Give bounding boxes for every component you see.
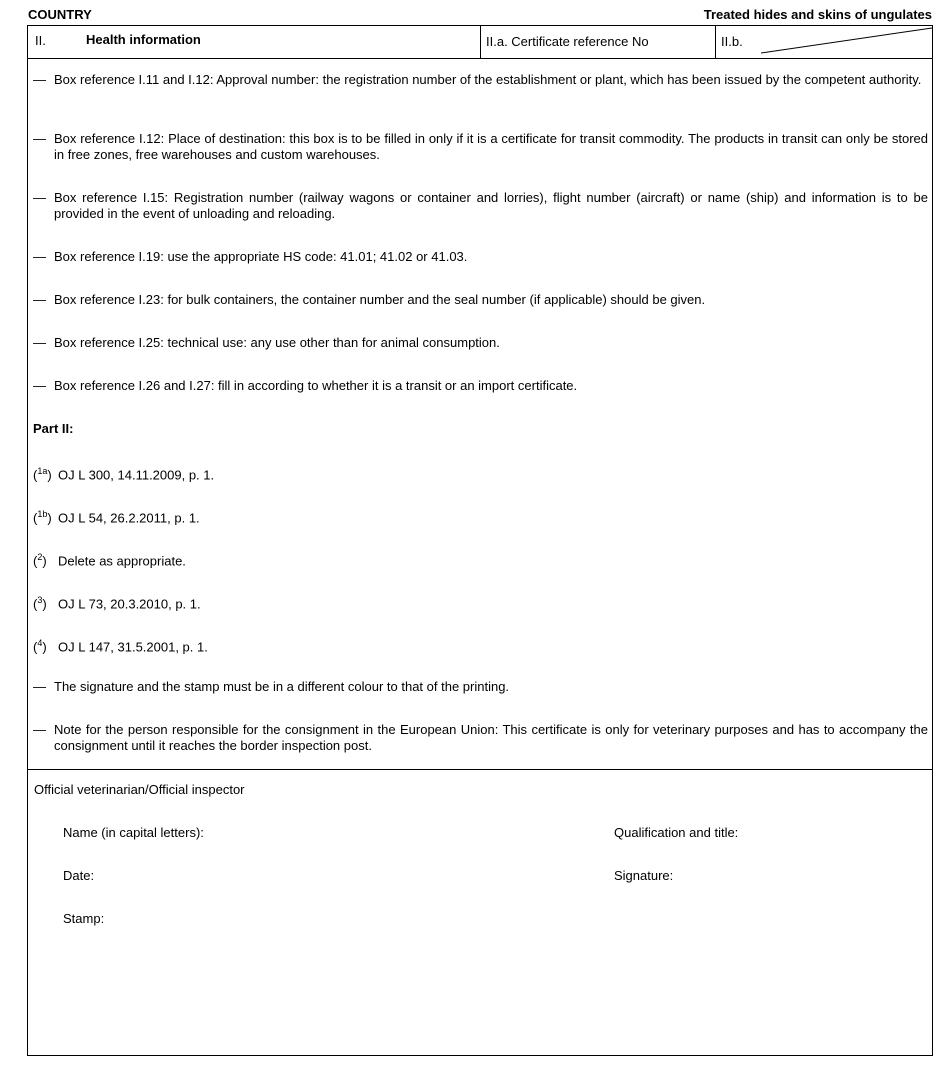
- dash: —: [33, 249, 46, 264]
- note-item: [33, 249, 928, 265]
- footnote: [33, 463, 214, 483]
- name-label: Name (in capital letters):: [63, 825, 204, 840]
- official-heading: Official veterinarian/Official inspector: [34, 782, 245, 797]
- footnote: [33, 635, 208, 655]
- footnote-marker: ($^2$): [33, 552, 47, 569]
- notes-box: [27, 58, 933, 770]
- qualification-label: Qualification and title:: [614, 825, 739, 840]
- note-item: [33, 72, 928, 88]
- section-number: II.: [35, 33, 46, 48]
- signature-label: Signature:: [614, 868, 674, 883]
- footnote-marker: ($^{1b}$): [33, 509, 52, 526]
- certificate-reference-label: II.a. Certificate reference No: [486, 34, 649, 49]
- footnote: [33, 592, 201, 612]
- dash: —: [33, 72, 46, 87]
- dash: —: [33, 378, 46, 393]
- footnote-marker: ($^{1a}$): [33, 466, 52, 483]
- note-item: [33, 335, 928, 351]
- iib-cell: [716, 26, 932, 58]
- diagonal-line: [716, 26, 932, 58]
- dash: —: [33, 335, 46, 350]
- note-text: The signature and the stamp must be in a different colour to that of the printing.: [54, 679, 510, 694]
- note-item: [33, 722, 928, 754]
- document-title: Treated hides and skins of ungulates: [703, 7, 932, 22]
- footnote: [33, 549, 186, 569]
- note-text: Note for the person responsible for the consignment in the European Union: This certificate is only for veterinary purposes and has to accompany the consignment until it reaches the border inspection post.: [54, 722, 928, 753]
- footnote-text: Delete as appropriate.: [58, 553, 186, 569]
- footnote-marker: ($^3$): [33, 595, 47, 612]
- dash: —: [33, 722, 46, 737]
- note-item: [33, 131, 928, 163]
- part-ii-heading: Part II:: [33, 421, 74, 436]
- note-text: Box reference I.23: for bulk containers, the container number and the seal number (if applicable) should be given.: [54, 292, 706, 307]
- certificate-reference-cell: [481, 26, 716, 58]
- note-text: Box reference I.12: Place of destination: this box is to be filled in only if it is a certificate for transit commodity. The products in transit can only be stored in free zones, free warehouses and custom warehouses.: [54, 131, 928, 162]
- section-title-cell: [28, 26, 481, 58]
- date-label: Date:: [63, 868, 95, 883]
- note-text: Box reference I.25: technical use: any use other than for animal consumption.: [54, 335, 500, 350]
- note-item: [33, 292, 928, 308]
- footnote-text: OJ L 147, 31.5.2001, p. 1.: [58, 639, 208, 655]
- dash: —: [33, 131, 46, 146]
- note-item: [33, 679, 928, 695]
- note-text: Box reference I.15: Registration number (railway wagons or container and lorries), flight number (aircraft) or name (ship) and information is to be provided in the event of unloading and reloading.: [54, 190, 928, 221]
- dash: —: [33, 292, 46, 307]
- footnote: [33, 506, 200, 526]
- note-text: Box reference I.11 and I.12: Approval number: the registration number of the establishment or plant, which has been issued by the competent authority.: [54, 72, 922, 87]
- signature-box: [27, 769, 933, 1056]
- dash: —: [33, 190, 46, 205]
- footnote-marker: ($^4$): [33, 638, 47, 655]
- top-bar: [28, 7, 932, 25]
- section-header-row: [27, 25, 933, 59]
- note-text: Box reference I.26 and I.27: fill in according to whether it is a transit or an import certificate.: [54, 378, 578, 393]
- stamp-label: Stamp:: [63, 911, 105, 926]
- section-title: Health information: [86, 32, 201, 47]
- note-text: Box reference I.19: use the appropriate HS code: 41.01; 41.02 or 41.03.: [54, 249, 468, 264]
- note-item: [33, 378, 928, 394]
- footnote-text: OJ L 300, 14.11.2009, p. 1.: [58, 467, 215, 483]
- note-item: [33, 190, 928, 222]
- iib-label: II.b.: [721, 34, 743, 49]
- country-label: COUNTRY: [28, 7, 92, 22]
- footnote-text: OJ L 73, 20.3.2010, p. 1.: [58, 596, 201, 612]
- dash: —: [33, 679, 46, 694]
- footnote-text: OJ L 54, 26.2.2011, p. 1.: [58, 510, 200, 526]
